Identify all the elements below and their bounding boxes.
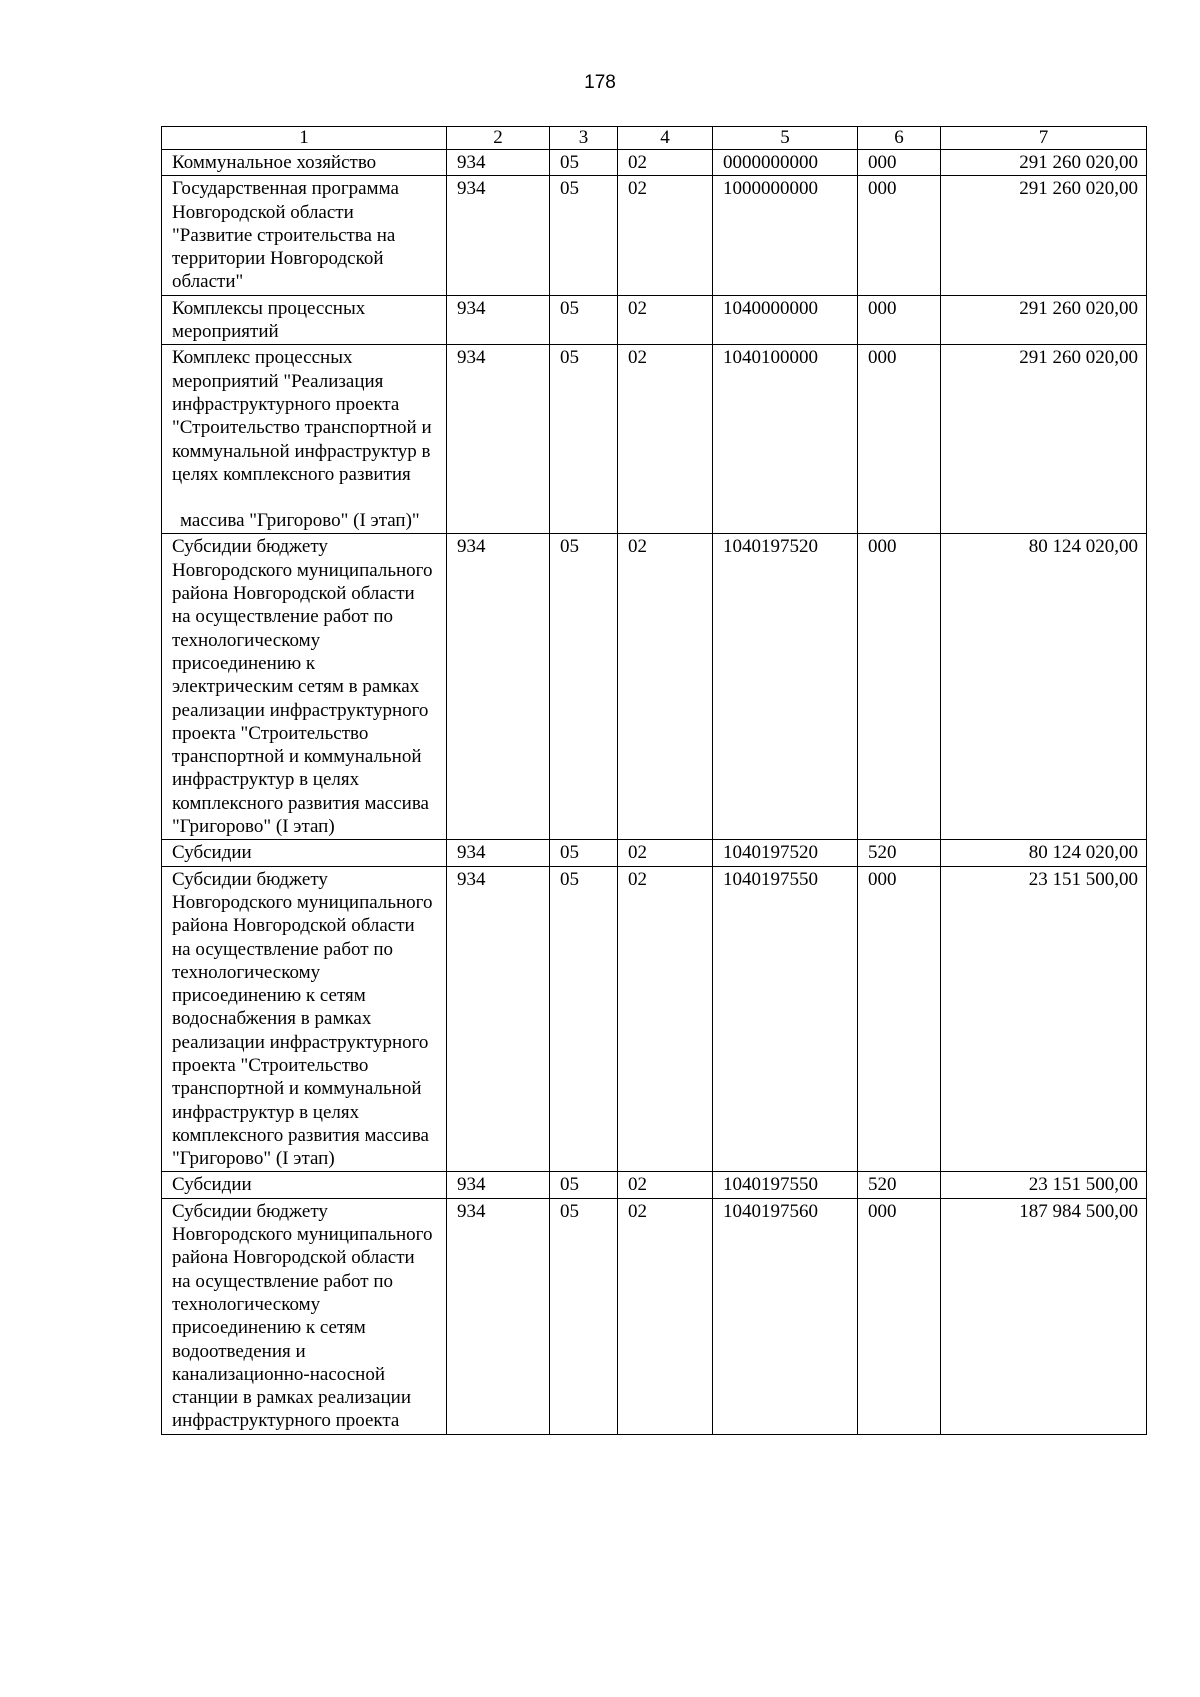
row-section: 05 — [550, 345, 618, 534]
row-section: 05 — [550, 1172, 618, 1198]
row-expense-type: 520 — [858, 1172, 941, 1198]
table-row — [162, 840, 1147, 866]
row-name: Государственная программа Новгородской области "Развитие строительства на территории Новгородской области" — [162, 176, 447, 295]
row-target: 1040197550 — [713, 866, 858, 1172]
table-row — [162, 345, 1147, 534]
row-code: 934 — [447, 150, 550, 176]
row-subsection: 02 — [618, 345, 713, 534]
row-target: 1040197520 — [713, 840, 858, 866]
row-code: 934 — [447, 176, 550, 295]
budget-table — [161, 126, 1147, 1435]
row-subsection: 02 — [618, 150, 713, 176]
table-row — [162, 1198, 1147, 1434]
row-amount: 80 124 020,00 — [941, 840, 1147, 866]
table-row — [162, 176, 1147, 295]
blank-line — [172, 486, 438, 509]
row-expense-type: 000 — [858, 534, 941, 840]
row-target: 0000000000 — [713, 150, 858, 176]
row-amount: 291 260 020,00 — [941, 176, 1147, 295]
row-subsection: 02 — [618, 1198, 713, 1434]
header-cell-7: 7 — [941, 127, 1147, 150]
row-amount: 291 260 020,00 — [941, 295, 1147, 345]
row-expense-type: 000 — [858, 295, 941, 345]
row-code: 934 — [447, 1198, 550, 1434]
row-subsection: 02 — [618, 840, 713, 866]
row-section: 05 — [550, 866, 618, 1172]
row-name: Субсидии — [162, 1172, 447, 1198]
row-amount: 23 151 500,00 — [941, 1172, 1147, 1198]
table-row — [162, 150, 1147, 176]
row-amount: 291 260 020,00 — [941, 150, 1147, 176]
row-subsection: 02 — [618, 295, 713, 345]
row-section: 05 — [550, 150, 618, 176]
row-section: 05 — [550, 1198, 618, 1434]
row-amount: 187 984 500,00 — [941, 1198, 1147, 1434]
table-row — [162, 295, 1147, 345]
row-code: 934 — [447, 866, 550, 1172]
row-amount: 291 260 020,00 — [941, 345, 1147, 534]
row-name-cell — [162, 345, 447, 534]
row-subsection: 02 — [618, 1172, 713, 1198]
row-name: Субсидии бюджету Новгородского муниципального района Новгородской области на осуществление работ по технологическому присоединению к сетям водоотведения и канализационно-насосной станции в рамках реализации инфраструктурного проекта — [162, 1198, 447, 1434]
row-amount: 80 124 020,00 — [941, 534, 1147, 840]
header-cell-2: 2 — [447, 127, 550, 150]
page-number: 178 — [584, 72, 616, 93]
row-name: Коммунальное хозяйство — [162, 150, 447, 176]
row-subsection: 02 — [618, 176, 713, 295]
row-target: 1040000000 — [713, 295, 858, 345]
row-code: 934 — [447, 295, 550, 345]
row-expense-type: 000 — [858, 345, 941, 534]
row-code: 934 — [447, 345, 550, 534]
row-target: 1040197560 — [713, 1198, 858, 1434]
row-expense-type: 000 — [858, 1198, 941, 1434]
row-expense-type: 000 — [858, 866, 941, 1172]
row-code: 934 — [447, 1172, 550, 1198]
header-row — [162, 127, 1147, 150]
row-subsection: 02 — [618, 534, 713, 840]
row-expense-type: 520 — [858, 840, 941, 866]
row-target: 1040197520 — [713, 534, 858, 840]
header-cell-5: 5 — [713, 127, 858, 150]
row-name: Комплекс процессных мероприятий "Реализация инфраструктурного проекта "Строительство транспортной и коммунальной инфраструктур в целях комплексного развития — [172, 347, 432, 485]
table-row — [162, 866, 1147, 1172]
row-section: 05 — [550, 534, 618, 840]
row-expense-type: 000 — [858, 150, 941, 176]
header-cell-3: 3 — [550, 127, 618, 150]
row-target: 1000000000 — [713, 176, 858, 295]
table-row — [162, 534, 1147, 840]
header-cell-4: 4 — [618, 127, 713, 150]
header-cell-6: 6 — [858, 127, 941, 150]
header-cell-1: 1 — [162, 127, 447, 150]
row-name: Субсидии бюджету Новгородского муниципального района Новгородской области на осуществление работ по технологическому присоединению к сетям водоснабжения в рамках реализации инфраструктурного проекта "Строительство транспортной и коммунальной инфраструктур в целях комплексного развития массива "Григорово" (I этап) — [162, 866, 447, 1172]
row-code: 934 — [447, 840, 550, 866]
table-row — [162, 1172, 1147, 1198]
table-header — [162, 127, 1147, 150]
row-amount: 23 151 500,00 — [941, 866, 1147, 1172]
row-code: 934 — [447, 534, 550, 840]
row-section: 05 — [550, 295, 618, 345]
row-name: Субсидии — [162, 840, 447, 866]
row-subsection: 02 — [618, 866, 713, 1172]
row-target: 1040100000 — [713, 345, 858, 534]
row-target: 1040197550 — [713, 1172, 858, 1198]
row-expense-type: 000 — [858, 176, 941, 295]
row-name: Субсидии бюджету Новгородского муниципального района Новгородской области на осуществление работ по технологическому присоединению к электрическим сетям в рамках реализации инфраструктурного проекта "Строительство транспортной и коммунальной инфраструктур в целях комплексного развития массива "Григорово" (I этап) — [162, 534, 447, 840]
row-name-tail: массива "Григорово" (I этап)" — [180, 510, 420, 532]
row-name: Комплексы процессных мероприятий — [162, 295, 447, 345]
row-section: 05 — [550, 840, 618, 866]
row-section: 05 — [550, 176, 618, 295]
